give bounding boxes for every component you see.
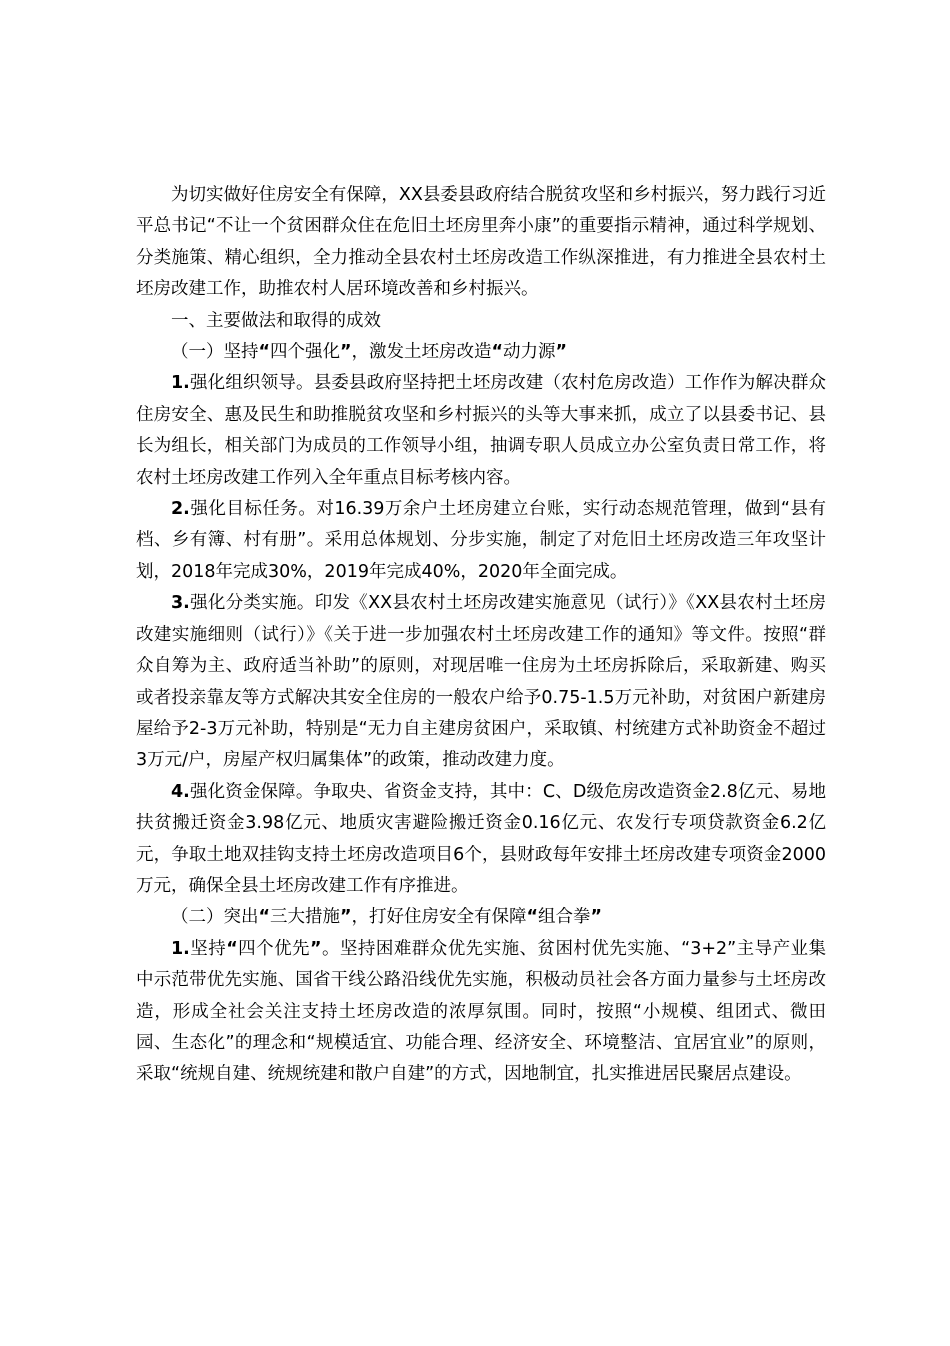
quote-mark: ” <box>555 342 568 363</box>
heading-text: 四个强化 <box>270 342 341 363</box>
heading-text: 组合拳 <box>538 907 591 928</box>
item-number: 2. <box>171 499 190 520</box>
item-funding <box>136 777 826 903</box>
item-number: 4. <box>171 781 190 802</box>
heading-text: 动力源 <box>503 342 556 363</box>
item-targets <box>136 494 826 588</box>
quote-mark: ” <box>340 907 352 928</box>
heading-text: （一）坚持 <box>171 342 259 363</box>
quote-mark: ” <box>340 342 352 363</box>
item-number: 1. <box>171 938 190 959</box>
item-number: 1. <box>171 373 190 394</box>
document-page <box>136 180 826 1091</box>
item-text: 强化目标任务。对16.39万余户土坯房建立台账，实行动态规范管理，做到“县有档、乡有簿、村有册”。采用总体规划、分步实施，制定了对危旧土坯房改造三年攻坚计划，2018年完成30%，2019年完成40%，2020年全面完成。 <box>136 499 826 582</box>
item-text: 强化资金保障。争取央、省资金支持，其中：C、D级危房改造资金2.8亿元、易地扶贫搬迁资金3.98亿元、地质灾害避险搬迁资金0.16亿元、农发行专项贷款资金6.2亿元，争取土地双挂钩支持土坯房改造项目6个，县财政每年安排土坯房改建专项资金2000万元，确保全县土坯房改建工作有序推进。 <box>136 781 826 896</box>
quote-mark: “ <box>226 938 238 959</box>
quote-mark: “ <box>258 907 271 928</box>
item-priorities <box>136 934 826 1091</box>
item-organization <box>136 368 826 494</box>
heading-text: 三大措施 <box>270 907 341 928</box>
quote-mark: “ <box>491 342 504 363</box>
item-number: 3. <box>171 593 190 614</box>
quote-mark: ” <box>310 938 322 959</box>
item-text: 强化组织领导。县委县政府坚持把土坯房改建（农村危房改造）工作作为解决群众住房安全、惠及民生和助推脱贫攻坚和乡村振兴的头等大事来抓，成立了以县委书记、县长为组长，相关部门为成员的工作领导小组，抽调专职人员成立办公室负责日常工作，将农村土坯房改建工作列入全年重点目标考核内容。 <box>136 373 826 488</box>
subsection-heading-2 <box>136 902 826 933</box>
item-text: 。坚持困难群众优先实施、贫困村优先实施、“3+2”主导产业集中示范带优先实施、国省干线公路沿线优先实施，积极动员社会各方面力量参与土坯房改造，形成全社会关注支持土坯房改造的浓厚氛围。同时，按照“小规模、组团式、微田园、生态化”的理念和“规模适宜、功能合理、经济安全、环境整洁、宜居宜业”的原则，采取“统规自建、统规统建和散户自建”的方式，因地制宜，扎实推进居民聚居点建设。 <box>136 938 827 1085</box>
item-classification <box>136 588 826 776</box>
heading-text: （二）突出 <box>171 907 259 928</box>
subsection-heading-1 <box>136 337 826 368</box>
intro-paragraph: 为切实做好住房安全有保障，XX县委县政府结合脱贫攻坚和乡村振兴，努力践行习近平总书记“不让一个贫困群众住在危旧土坯房里奔小康”的重要指示精神，通过科学规划、分类施策、精心组织，全力推动全县农村土坯房改造工作纵深推进，有力推进全县农村土坯房改建工作，助推农村人居环境改善和乡村振兴。 <box>136 185 826 300</box>
item-lead: 坚持 <box>189 938 227 959</box>
section-heading-1: 一、主要做法和取得的成效 <box>171 310 381 331</box>
heading-text: ，打好住房安全有保障 <box>351 907 527 928</box>
quote-mark: “ <box>526 907 539 928</box>
quote-mark: ” <box>590 907 603 928</box>
item-lead: 四个优先 <box>237 938 311 959</box>
heading-text: ，激发土坯房改造 <box>351 342 492 363</box>
item-text: 强化分类实施。印发《XX县农村土坯房改建实施意见（试行）》《XX县农村土坯房改建实施细则（试行）》《关于进一步加强农村土坯房改建工作的通知》等文件。按照“群众自筹为主、政府适当补助”的原则，对现居唯一住房为土坯房拆除后，采取新建、购买或者投亲靠友等方式解决其安全住房的一般农户给予0.75-1.5万元补助，对贫困户新建房屋给予2-3万元补助，特别是“无力自主建房贫困户，采取镇、村统建方式补助资金不超过3万元/户，房屋产权归属集体”的政策，推动改建力度。 <box>136 593 826 771</box>
quote-mark: “ <box>258 342 271 363</box>
